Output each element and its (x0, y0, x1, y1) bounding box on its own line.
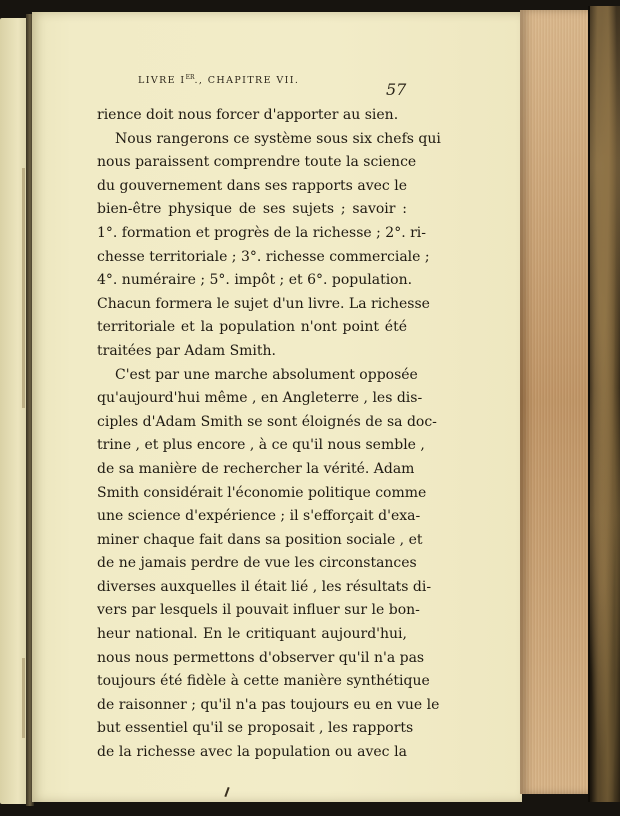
marbled-cover (588, 6, 620, 802)
text-line: Nous rangerons ce système sous six chefs qui (115, 130, 441, 147)
text-line: Smith considérait l'économie politique comme (97, 484, 427, 501)
text-line: trine , et plus encore , à ce qu'il nous semble , (97, 437, 425, 454)
text-line: heur national. En le critiquant aujourd'hui, (97, 626, 407, 643)
running-head-book: LIVRE I (138, 75, 186, 87)
text-line: de raisonner ; qu'il n'a pas toujours eu en vue le (97, 696, 440, 713)
text-line: de la richesse avec la population ou avec la (97, 744, 407, 761)
text-line: toujours été fidèle à cette manière synthétique (97, 673, 430, 690)
running-head-book-sup: ER (185, 74, 195, 81)
text-line: 4°. numéraire ; 5°. impôt ; et 6°. population. (97, 272, 413, 289)
text-line: Chacun formera le sujet d'un livre. La richesse (97, 295, 430, 312)
text-line: C'est par une marche absolument opposée (115, 366, 418, 383)
text-line: ciples d'Adam Smith se sont éloignés de sa doc- (97, 413, 437, 430)
text-line: chesse territoriale ; 3°. richesse commerciale ; (97, 248, 430, 265)
text-line: bien-être physique de ses sujets ; savoir : (97, 201, 407, 218)
text-line: territoriale et la population n'ont point été (97, 319, 407, 336)
page-fore-edge (520, 10, 590, 794)
text-line: de ne jamais perdre de vue les circonstances (97, 555, 417, 572)
page-crease (22, 658, 25, 738)
text-line: nous paraissent comprendre toute la science (97, 154, 417, 171)
body-text (97, 104, 441, 765)
text-line: du gouvernement dans ses rapports avec le (97, 177, 407, 194)
page-number: 57 (386, 80, 407, 99)
running-head-chapter: ., CHAPITRE VII. (194, 75, 300, 87)
page-crease (22, 168, 25, 408)
text-line: 1°. formation et progrès de la richesse ; 2°. ri- (97, 224, 427, 241)
text-line: rience doit nous forcer d'apporter au sien. (97, 107, 399, 123)
running-head (138, 74, 418, 94)
text-line: but essentiel qu'il se proposait , les rapports (97, 720, 414, 737)
text-line: vers par lesquels il pouvait influer sur le bon- (97, 602, 420, 619)
text-line: de sa manière de rechercher la vérité. Adam (97, 460, 415, 477)
text-line: qu'aujourd'hui même , en Angleterre , les dis- (97, 390, 423, 407)
text-line: une science d'expérience ; il s'efforçait d'exa- (97, 508, 421, 525)
text-line: diverses auxquelles il était lié , les résultats di- (97, 578, 432, 595)
text-line: traitées par Adam Smith. (97, 342, 277, 359)
text-line: nous nous permettons d'observer qu'il n'a pas (97, 649, 425, 666)
text-line: miner chaque fait dans sa position sociale , et (97, 531, 423, 548)
